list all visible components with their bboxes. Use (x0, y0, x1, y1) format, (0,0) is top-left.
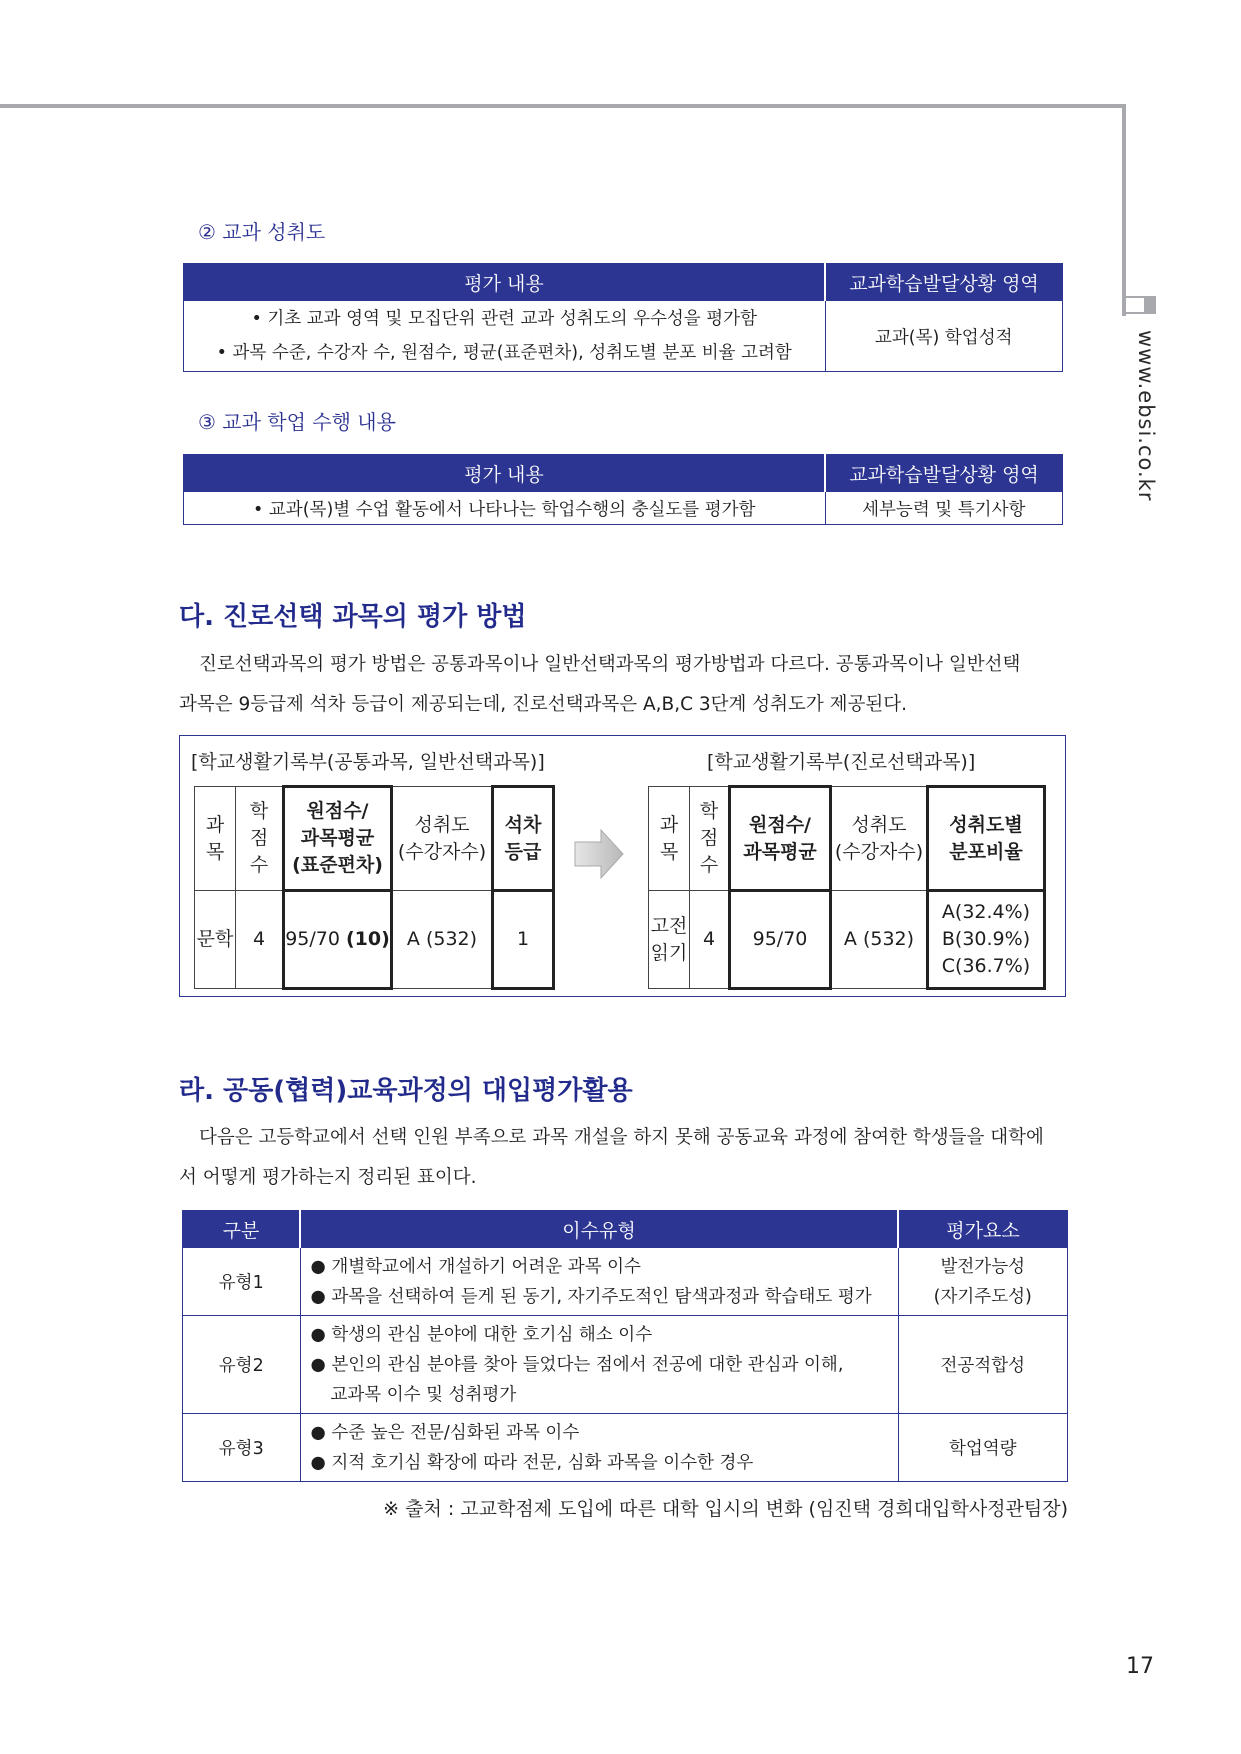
type-label: 유형3 (183, 1414, 301, 1482)
h-raw-score: 원점수/ 과목평균 (표준편차) (284, 787, 392, 891)
achievement: A (532) (831, 891, 928, 989)
header-content: 평가 내용 (184, 264, 826, 301)
list-item: ● 지적 호기심 확장에 따라 전문, 심화 과목을 이수한 경우 (310, 1452, 754, 1473)
h-raw-score: 원점수/ 과목평균 (730, 787, 831, 891)
table-row (183, 1248, 1068, 1316)
list-item: ● 본인의 관심 분야를 찾아 들었다는 점에서 전공에 대한 관심과 이해, (310, 1354, 844, 1375)
heading-career-elective: 다. 진로선택 과목의 평가 방법 (179, 602, 527, 632)
list-item-cont: 교과목 이수 및 성취평가 (330, 1384, 517, 1405)
arrow-right-icon (573, 828, 625, 880)
page-number: 17 (1126, 1654, 1154, 1679)
side-url[interactable]: www.ebsi.co.kr (1134, 330, 1158, 502)
bullet-item: • 기초 교과 영역 및 모집단위 관련 교과 성취도의 우수성을 평가함 (251, 309, 757, 329)
element-cell: 학업역량 (898, 1414, 1068, 1482)
subject: 고전 읽기 (649, 891, 690, 989)
header-completion-type: 이수유형 (300, 1211, 898, 1248)
h-subject: 과 목 (649, 787, 690, 891)
list-item: ● 개별학교에서 개설하기 어려운 과목 이수 (310, 1256, 641, 1277)
items-cell (300, 1316, 898, 1414)
right-record-title: [학교생활기록부(진로선택과목)] (707, 751, 976, 773)
heading-performance: ③ 교과 학업 수행 내용 (198, 410, 396, 434)
h-achievement: 성취도 (수강자수) (831, 787, 928, 891)
h-subject: 과 목 (195, 787, 236, 891)
element-cell: 전공적합성 (898, 1316, 1068, 1414)
paragraph-joint (179, 1118, 1069, 1198)
paragraph-line: 다음은 고등학교에서 선택 인원 부족으로 과목 개설을 하지 못해 공동교육 과정에 참여한 학생들을 대학에 (199, 1127, 1044, 1148)
table-row (183, 1414, 1068, 1482)
h-achievement: 성취도 (수강자수) (392, 787, 493, 891)
achievement: A (532) (392, 891, 493, 989)
header-element: 평가요소 (898, 1211, 1068, 1248)
area-cell: 세부능력 및 특기사항 (825, 492, 1063, 525)
credit: 4 (236, 891, 284, 989)
left-record-table (194, 785, 555, 990)
h-rank-grade: 석차 등급 (493, 787, 554, 891)
header-area: 교과학습발달상황 영역 (825, 264, 1063, 301)
subject: 문학 (195, 891, 236, 989)
distribution: A(32.4%) B(30.9%) C(36.7%) (928, 891, 1045, 989)
h-credit: 학 점 수 (690, 787, 730, 891)
type-label: 유형2 (183, 1316, 301, 1414)
element-cell: 발전가능성 (자기주도성) (898, 1248, 1068, 1316)
left-record-title: [학교생활기록부(공통과목, 일반선택과목)] (191, 751, 545, 773)
table-performance (183, 454, 1063, 525)
source-note: ※ 출처 : 고교학점제 도입에 따른 대학 입시의 변화 (임진택 경희대입학사정관팀장) (383, 1498, 1068, 1520)
list-item: ● 수준 높은 전문/심화된 과목 이수 (310, 1422, 580, 1443)
rank-grade: 1 (493, 891, 554, 989)
paragraph-career (179, 645, 1069, 725)
list-item: ● 과목을 선택하여 듣게 된 동기, 자기주도적인 탐색과정과 학습태도 평가 (310, 1286, 872, 1307)
right-record-table (648, 785, 1046, 990)
side-tab-inner (1126, 298, 1144, 312)
type-label: 유형1 (183, 1248, 301, 1316)
h-distribution: 성취도별 분포비율 (928, 787, 1045, 891)
table-row (183, 1316, 1068, 1414)
area-cell: 교과(목) 학업성적 (825, 301, 1063, 372)
content-cell (184, 301, 826, 372)
paragraph-line: 서 어떻게 평가하는지 정리된 표이다. (179, 1167, 477, 1188)
heading-joint-curriculum: 라. 공동(협력)교육과정의 대입평가활용 (179, 1076, 633, 1106)
content-cell: • 교과(목)별 수업 활동에서 나타나는 학업수행의 충실도를 평가함 (184, 492, 826, 525)
table-joint-curriculum (182, 1210, 1068, 1482)
table-achievement (183, 263, 1063, 372)
paragraph-line: 진로선택과목의 평가 방법은 공통과목이나 일반선택과목의 평가방법과 다르다. 공통과목이나 일반선택 (199, 654, 1021, 675)
items-cell (300, 1248, 898, 1316)
raw-score: 95/70 (730, 891, 831, 989)
h-credit: 학 점 수 (236, 787, 284, 891)
header-area: 교과학습발달상황 영역 (825, 455, 1063, 492)
paragraph-line: 과목은 9등급제 석차 등급이 제공되는데, 진로선택과목은 A,B,C 3단계 성취도가 제공된다. (179, 694, 907, 715)
heading-achievement: ② 교과 성취도 (198, 220, 326, 244)
list-item: ● 학생의 관심 분야에 대한 호기심 해소 이수 (310, 1324, 653, 1345)
header-content: 평가 내용 (184, 455, 826, 492)
right-rule (1122, 104, 1126, 316)
bullet-item: • 과목 수준, 수강자 수, 원점수, 평균(표준편차), 성취도별 분포 비율 고려함 (216, 343, 792, 363)
credit: 4 (690, 891, 730, 989)
raw-score: 95/70 (10) (284, 891, 392, 989)
items-cell (300, 1414, 898, 1482)
header-category: 구분 (183, 1211, 301, 1248)
top-rule (0, 104, 1126, 108)
